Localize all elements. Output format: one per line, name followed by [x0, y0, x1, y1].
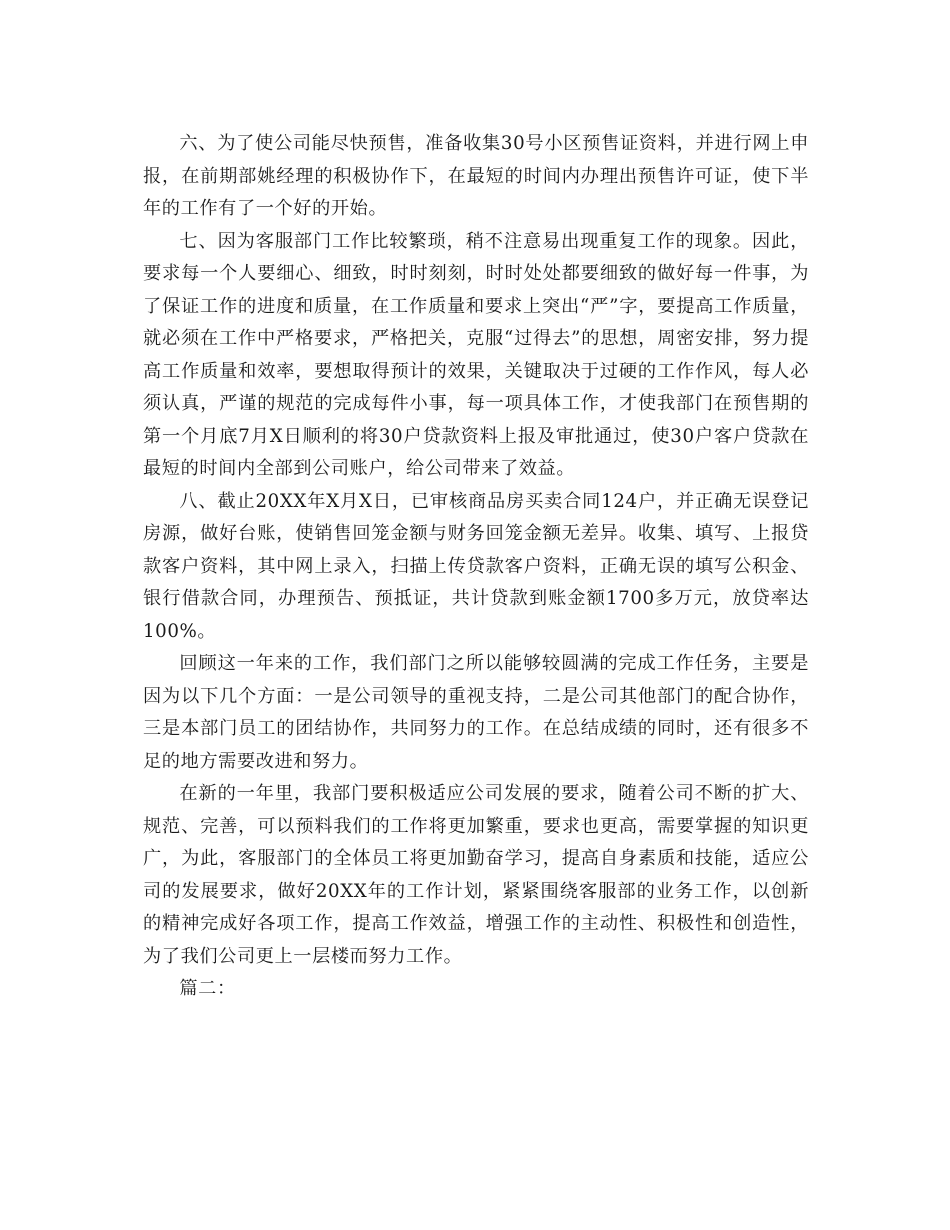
paragraph-six: 六、为了使公司能尽快预售，准备收集30号小区预售证资料，并进行网上申报，在前期部姚经理的积极协作下，在最短的时间内办理出预售许可证，使下半年的工作有了一个好的开始。: [143, 133, 809, 219]
paragraph-review: 回顾这一年来的工作，我们部门之所以能够较圆满的完成工作任务，主要是因为以下几个方面：一是公司领导的重视支持，二是公司其他部门的配合协作，三是本部门员工的团结协作，共同努力的工作。在总结成绩的同时，还有很多不足的地方需要改进和努力。: [143, 653, 809, 772]
paragraph-seven: 七、因为客服部门工作比较繁琐，稍不注意易出现重复工作的现象。因此，要求每一个人要细心、细致，时时刻刻，时时处处都要细致的做好每一件事，为了保证工作的进度和质量，在工作质量和要求上突出“严”字，要提高工作质量，就必须在工作中严格要求，严格把关，克服“过得去”的思想，周密安排，努力提高工作质量和效率，要想取得预计的效果，关键取决于过硬的工作作风，每人必须认真，严谨的规范的完成每件小事，每一项具体工作，才使我部门在预售期的第一个月底7月X日顺利的将30户贷款资料上报及审批通过，使30户客户贷款在最短的时间内全部到公司账户，给公司带来了效益。: [143, 230, 809, 479]
paragraph-eight: 八、截止20XX年X月X日，已审核商品房买卖合同124户，并正确无误登记房源，做好台账，使销售回笼金额与财务回笼金额无差异。收集、填写、上报贷款客户资料，其中网上录入，扫描上传贷款客户资料，正确无误的填写公积金、银行借款合同，办理预告、预抵证，共计贷款到账金额1700多万元，放贷率达100%。: [143, 490, 809, 642]
document-body: [143, 128, 809, 1006]
section-heading: 篇二：: [179, 978, 236, 999]
paragraph-new-year: 在新的一年里，我部门要积极适应公司发展的要求，随着公司不断的扩大、规范、完善，可以预料我们的工作将更加繁重，要求也更高，需要掌握的知识更广，为此，客服部门的全体员工将更加勤奋学习，提高自身素质和技能，适应公司的发展要求，做好20XX年的工作计划，紧紧围绕客服部的业务工作，以创新的精神完成好各项工作，提高工作效益，增强工作的主动性、积极性和创造性，为了我们公司更上一层楼而努力工作。: [143, 783, 809, 967]
